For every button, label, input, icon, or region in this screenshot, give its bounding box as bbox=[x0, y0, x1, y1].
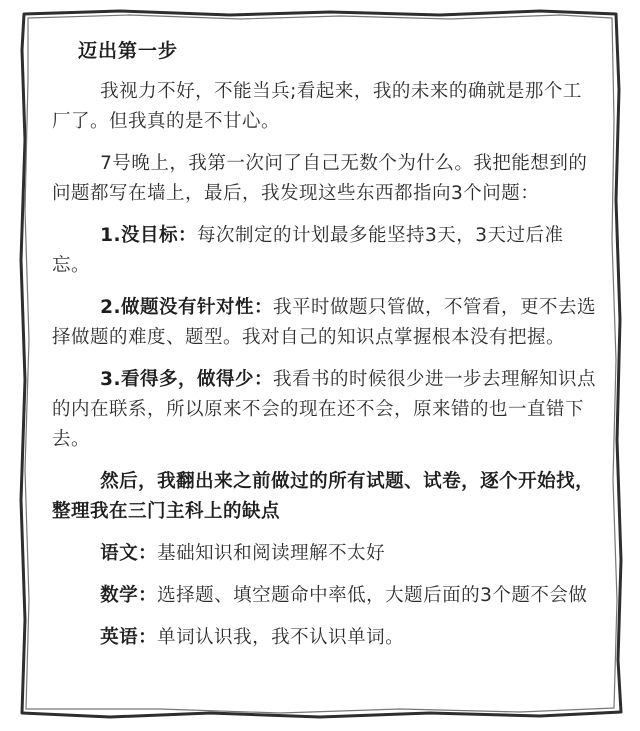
problem-item-2 bbox=[52, 293, 600, 353]
subject-chinese bbox=[52, 539, 600, 569]
paragraph-questions-text: 7号晚上，我第一次问了自己无数个为什么。我把能想到的问题都写在墙上，最后，我发现这些东西都指向3个问题： bbox=[52, 153, 588, 204]
problem-item-2-text: 我平时做题只管做，不管看，更不去选择做题的难度、题型。我对自己的知识点掌握根本没有把握。 bbox=[52, 297, 597, 348]
subject-chinese-text: 基础知识和阅读理解不太好 bbox=[157, 543, 386, 564]
article bbox=[52, 36, 600, 665]
problem-item-2-label: 2.做题没有针对性： bbox=[100, 297, 273, 318]
problem-item-3-label: 3.看得多，做得少： bbox=[100, 369, 273, 390]
subject-math-label: 数学： bbox=[100, 585, 158, 606]
subject-math bbox=[52, 581, 600, 611]
paragraph-questions bbox=[52, 149, 600, 209]
paragraph-summary-text: 然后，我翻出来之前做过的所有试题、试卷，逐个开始找，整理我在三门主科上的缺点 bbox=[52, 471, 595, 522]
subject-english bbox=[52, 623, 600, 653]
article-title: 迈出第一步 bbox=[78, 40, 179, 62]
subject-math-text: 选择题、填空题命中率低，大题后面的3个题不会做 bbox=[157, 585, 588, 606]
paragraph-summary bbox=[52, 467, 600, 527]
problem-item-1 bbox=[52, 221, 600, 281]
paragraph-intro bbox=[52, 77, 600, 137]
subject-chinese-label: 语文： bbox=[100, 543, 158, 564]
paragraph-intro-text: 我视力不好，不能当兵;看起来，我的未来的确就是那个工厂了。但我真的是不甘心。 bbox=[52, 81, 582, 132]
problem-item-3 bbox=[52, 365, 600, 455]
problem-item-1-label: 1.没目标： bbox=[100, 225, 197, 246]
problem-item-1-text: 每次制定的计划最多能坚持3天，3天过后准忘。 bbox=[52, 225, 564, 276]
problem-item-3-text: 我看书的时候很少进一步去理解知识点的内在联系，所以原来不会的现在还不会，原来错的也一直错下去。 bbox=[52, 369, 597, 450]
subject-english-text: 单词认识我，我不认识单词。 bbox=[157, 627, 405, 648]
subject-english-label: 英语： bbox=[100, 627, 158, 648]
